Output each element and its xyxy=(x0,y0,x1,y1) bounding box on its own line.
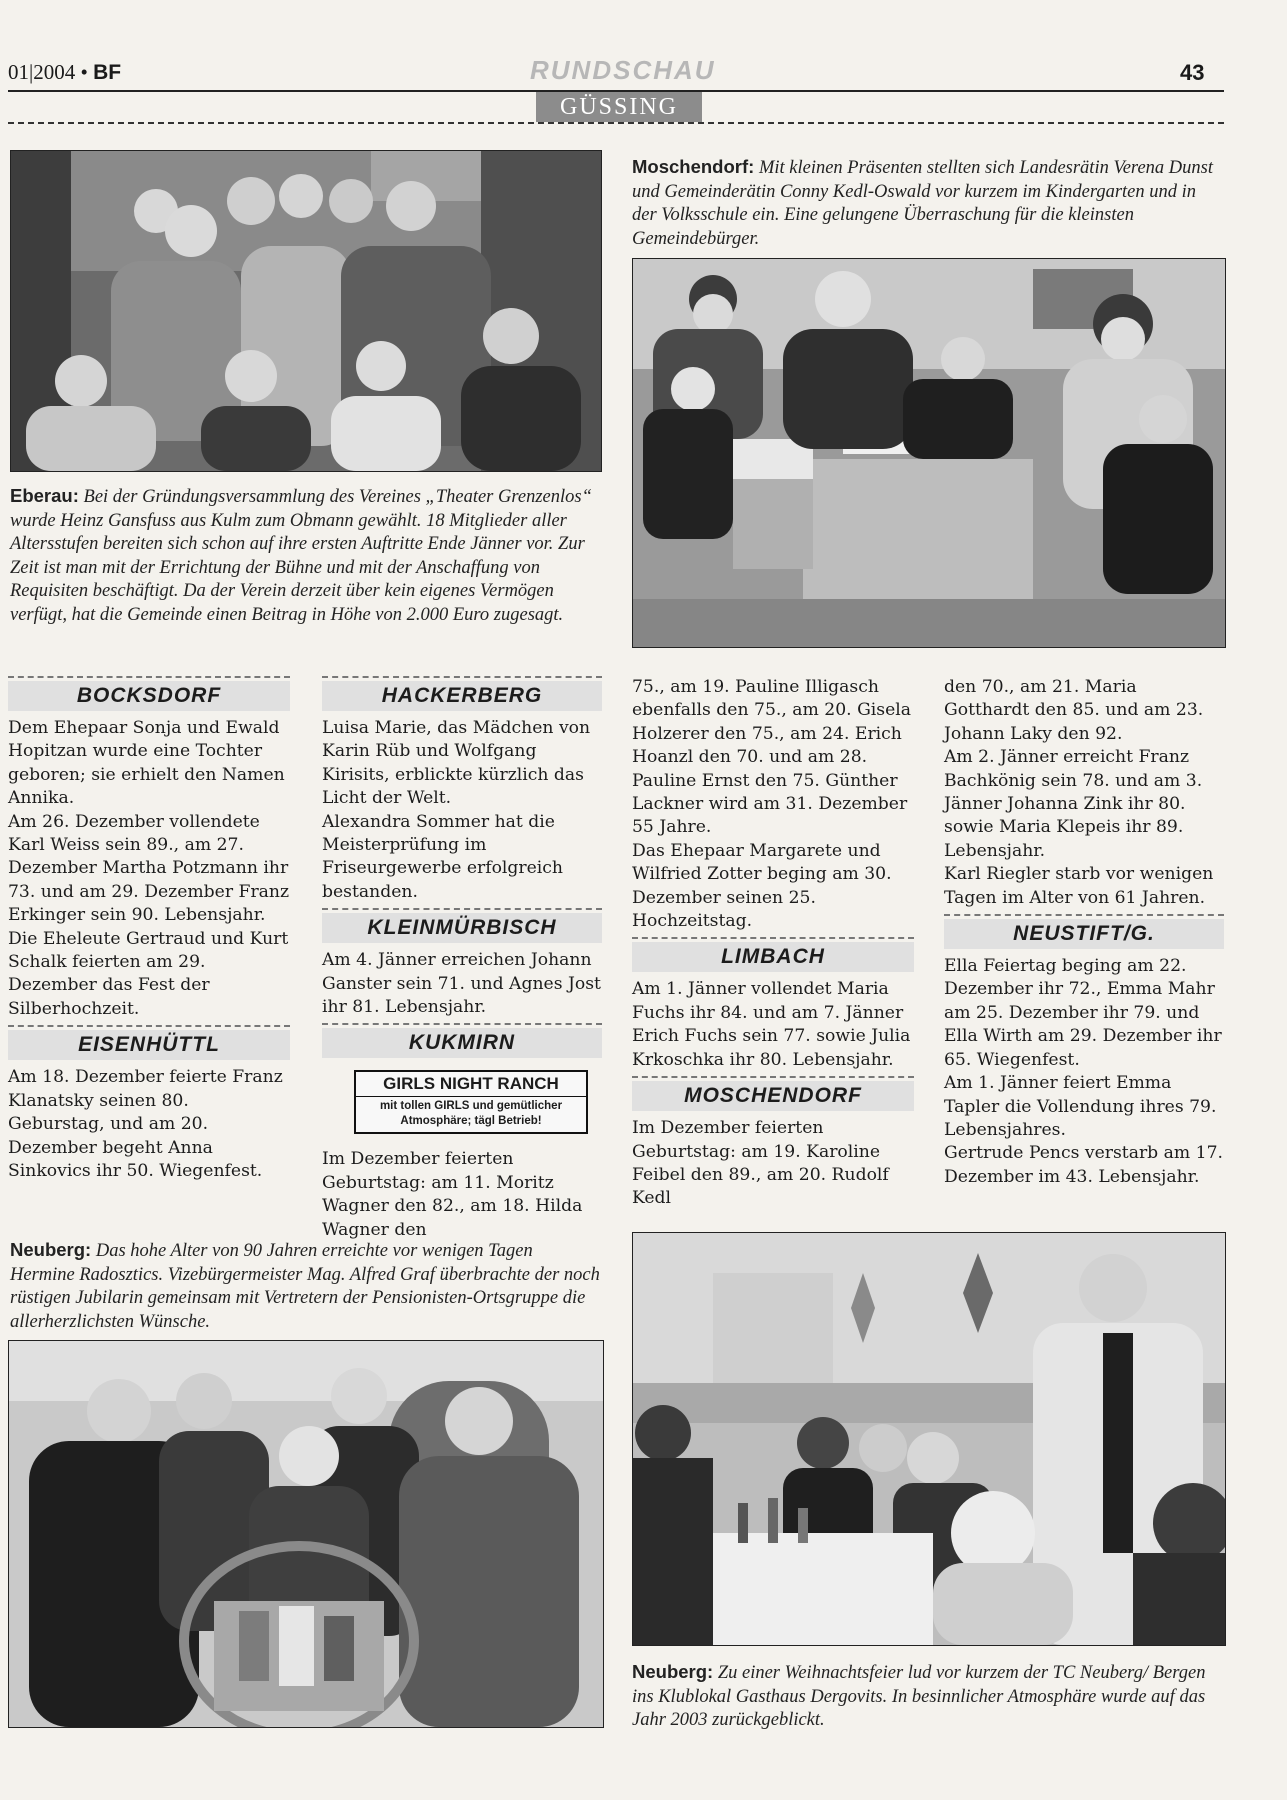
advertisement-box xyxy=(354,1070,588,1134)
moschendorf-paragraph-1: Im Dezember feierten Geburtstag: am 19. Karoline Feibel den 89., am 20. Rudolf Kedl xyxy=(632,1118,889,1209)
kukmirn-paragraph-2: Das Ehepaar Margarete und Wilfried Zotter beging am 30. Dezember seinen 25. Hochzeitstag. xyxy=(632,840,892,932)
issue-label xyxy=(8,60,121,85)
issue-bullet: • xyxy=(80,60,88,84)
section-heading-neustift xyxy=(944,914,1224,949)
column-2 xyxy=(322,676,602,1242)
section-heading-limbach xyxy=(632,937,914,972)
region-band: GÜSSING xyxy=(536,92,702,122)
bocksdorf-paragraph-2: Am 26. Dezember vollendete Karl Weiss sein 89., am 27. Dezember Martha Potzmann ihr 73. und am 29. Dezember Franz Erkinger sein 90. Lebensjahr. xyxy=(8,811,290,926)
photo-neuberg-birthday xyxy=(8,1340,604,1728)
heading-limbach: LIMBACH xyxy=(632,942,914,972)
ad-text: mit tollen GIRLS und gemütlicher Atmosphäre; tägl Betrieb! xyxy=(379,1100,563,1128)
caption-eberau xyxy=(10,484,600,627)
kukmirn-continuation: 75., am 19. Pauline Illigasch ebenfalls den 75., am 20. Gisela Holzerer den 75., am 24. Erich Hoanzl den 70. und am 28. Pauline Ernst den 75. Günther Lackner wird am 31. Dezember 55 Jahre. xyxy=(632,677,912,838)
kleinmuerbisch-paragraph-1: Am 4. Jänner erreichen Johann Ganster sein 71. und Agnes Jost ihr 81. Lebensjahr. xyxy=(322,950,601,1018)
neustift-paragraph-1: Ella Feiertag beging am 22. Dezember ihr 72., Emma Mahr am 25. Dezember ihr 79. und Ella Wirth am 29. Dezember ihr 65. Wiegenfest. xyxy=(944,956,1222,1070)
issue-code: BF xyxy=(93,61,122,84)
caption-neuberg-christmas xyxy=(632,1660,1224,1733)
section-heading-bocksdorf xyxy=(8,676,290,711)
caption-neuberg-birthday-place: Neuberg: xyxy=(10,1239,92,1260)
caption-eberau-text: Bei der Gründungsversammlung des Vereines „Theater Grenzenlos“ wurde Heinz Gansfuss aus Kulm zum Obmann gewählt. 18 Mitglieder aller Altersstufen bereiten sich schon auf ihre ersten Auftritte Ende Jänner vor. Zur Zeit ist man mit der Errichtung der Bühne und mit der Anschaffung von Requisiten beschäftigt. Da der Verein derzeit über kein eigenes Vermögen verfügt, hat die Gemeinde einen Beitrag in Höhe von 2.000 Euro zugesagt. xyxy=(10,487,592,625)
issue-number: 01|2004 xyxy=(8,60,76,84)
header-dashed-rule xyxy=(8,122,1224,124)
caption-moschendorf-place: Moschendorf: xyxy=(632,156,755,177)
caption-neuberg-christmas-place: Neuberg: xyxy=(632,1661,714,1682)
heading-moschendorf: MOSCHENDORF xyxy=(632,1081,914,1111)
caption-neuberg-birthday-text: Das hohe Alter von 90 Jahren erreichte vor wenigen Tagen Hermine Radosztics. Vizebürgermeister Mag. Alfred Graf überbrachte der noch rüstigen Jubilarin gemeinsam mit Vertretern der Pensionisten-Ortsgruppe die allerherzlichsten Wünsche. xyxy=(10,1241,600,1332)
photo-eberau-group xyxy=(10,150,602,472)
caption-moschendorf xyxy=(632,155,1224,251)
column-4 xyxy=(944,676,1224,1189)
section-heading-hackerberg xyxy=(322,676,602,711)
caption-neuberg-christmas-text: Zu einer Weihnachtsfeier lud vor kurzem der TC Neuberg/ Bergen ins Klublokal Gasthaus Dergovits. In besinnlicher Atmosphäre wurde auf das Jahr 2003 zurückgeblickt. xyxy=(632,1663,1206,1730)
section-heading-moschendorf xyxy=(632,1076,914,1111)
limbach-paragraph-1: Am 1. Jänner vollendet Maria Fuchs ihr 84. und am 7. Jänner Erich Fuchs sein 77. sowie Julia Krkoschka ihr 80. Lebensjahr. xyxy=(632,979,911,1070)
section-heading-kukmirn xyxy=(322,1023,602,1058)
moschendorf-paragraph-3: Karl Riegler starb vor wenigen Tagen im Alter von 61 Jahren. xyxy=(944,864,1214,908)
caption-moschendorf-text: Mit kleinen Präsenten stellten sich Landesrätin Verena Dunst und Gemeinderätin Conny Kedl-Oswald vor kurzem im Kindergarten und in der Volksschule ein. Eine gelungene Überraschung für die kleinsten Gemeindebürger. xyxy=(632,158,1213,249)
caption-neuberg-birthday xyxy=(10,1238,602,1334)
neustift-paragraph-2: Am 1. Jänner feiert Emma Tapler die Vollendung ihres 79. Lebensjahres. xyxy=(944,1073,1217,1140)
heading-hackerberg: HACKERBERG xyxy=(322,681,602,711)
bocksdorf-paragraph-1: Dem Ehepaar Sonja und Ewald Hopitzan wurde eine Tochter geboren; sie erhielt den Namen Annika. xyxy=(8,718,285,809)
heading-bocksdorf: BOCKSDORF xyxy=(8,681,290,711)
photo-moschendorf-kindergarten xyxy=(632,258,1226,648)
eisenhuettl-paragraph-1: Am 18. Dezember feierte Franz Klanatsky seinen 80. Geburstag, und am 20. Dezember begeht Anna Sinkovics ihr 50. Wiegenfest. xyxy=(8,1067,283,1181)
neustift-paragraph-3: Gertrude Pencs verstarb am 17. Dezember im 43. Lebensjahr. xyxy=(944,1143,1223,1187)
photo-neuberg-christmas xyxy=(632,1232,1226,1646)
column-3 xyxy=(632,676,914,1211)
caption-eberau-place: Eberau: xyxy=(10,485,79,506)
heading-kukmirn: KUKMIRN xyxy=(322,1028,602,1058)
hackerberg-paragraph-2: Alexandra Sommer hat die Meisterprüfung im Friseurgewerbe erfolgreich bestanden. xyxy=(322,811,564,902)
column-1 xyxy=(8,676,290,1183)
hackerberg-paragraph-1: Luisa Marie, das Mädchen von Karin Rüb und Wolfgang Kirisits, erblickte kürzlich das Licht der Welt. xyxy=(322,718,591,809)
section-heading-kleinmuerbisch xyxy=(322,908,602,943)
section-title: RUNDSCHAU xyxy=(530,55,716,85)
page-number: 43 xyxy=(1180,60,1205,85)
heading-neustift: NEUSTIFT/G. xyxy=(944,919,1224,949)
bocksdorf-paragraph-3: Die Eheleute Gertraud und Kurt Schalk feierten am 29. Dezember das Fest der Silberhochzeit. xyxy=(8,928,289,1019)
moschendorf-continuation: den 70., am 21. Maria Gotthardt den 85. und am 23. Johann Laky den 92. xyxy=(944,677,1204,744)
heading-eisenhuettl: EISENHÜTTL xyxy=(8,1030,290,1060)
moschendorf-paragraph-2: Am 2. Jänner erreicht Franz Bachkönig sein 78. und am 3. Jänner Johanna Zink ihr 80. sowie Maria Klepeis ihr 89. Lebensjahr. xyxy=(944,747,1203,861)
kukmirn-paragraph-1: Im Dezember feierten Geburtstag: am 11. Moritz Wagner den 82., am 18. Hilda Wagner den xyxy=(322,1149,583,1240)
section-heading-eisenhuettl xyxy=(8,1025,290,1060)
ad-title: GIRLS NIGHT RANCH xyxy=(356,1072,586,1097)
heading-kleinmuerbisch: KLEINMÜRBISCH xyxy=(322,913,602,943)
